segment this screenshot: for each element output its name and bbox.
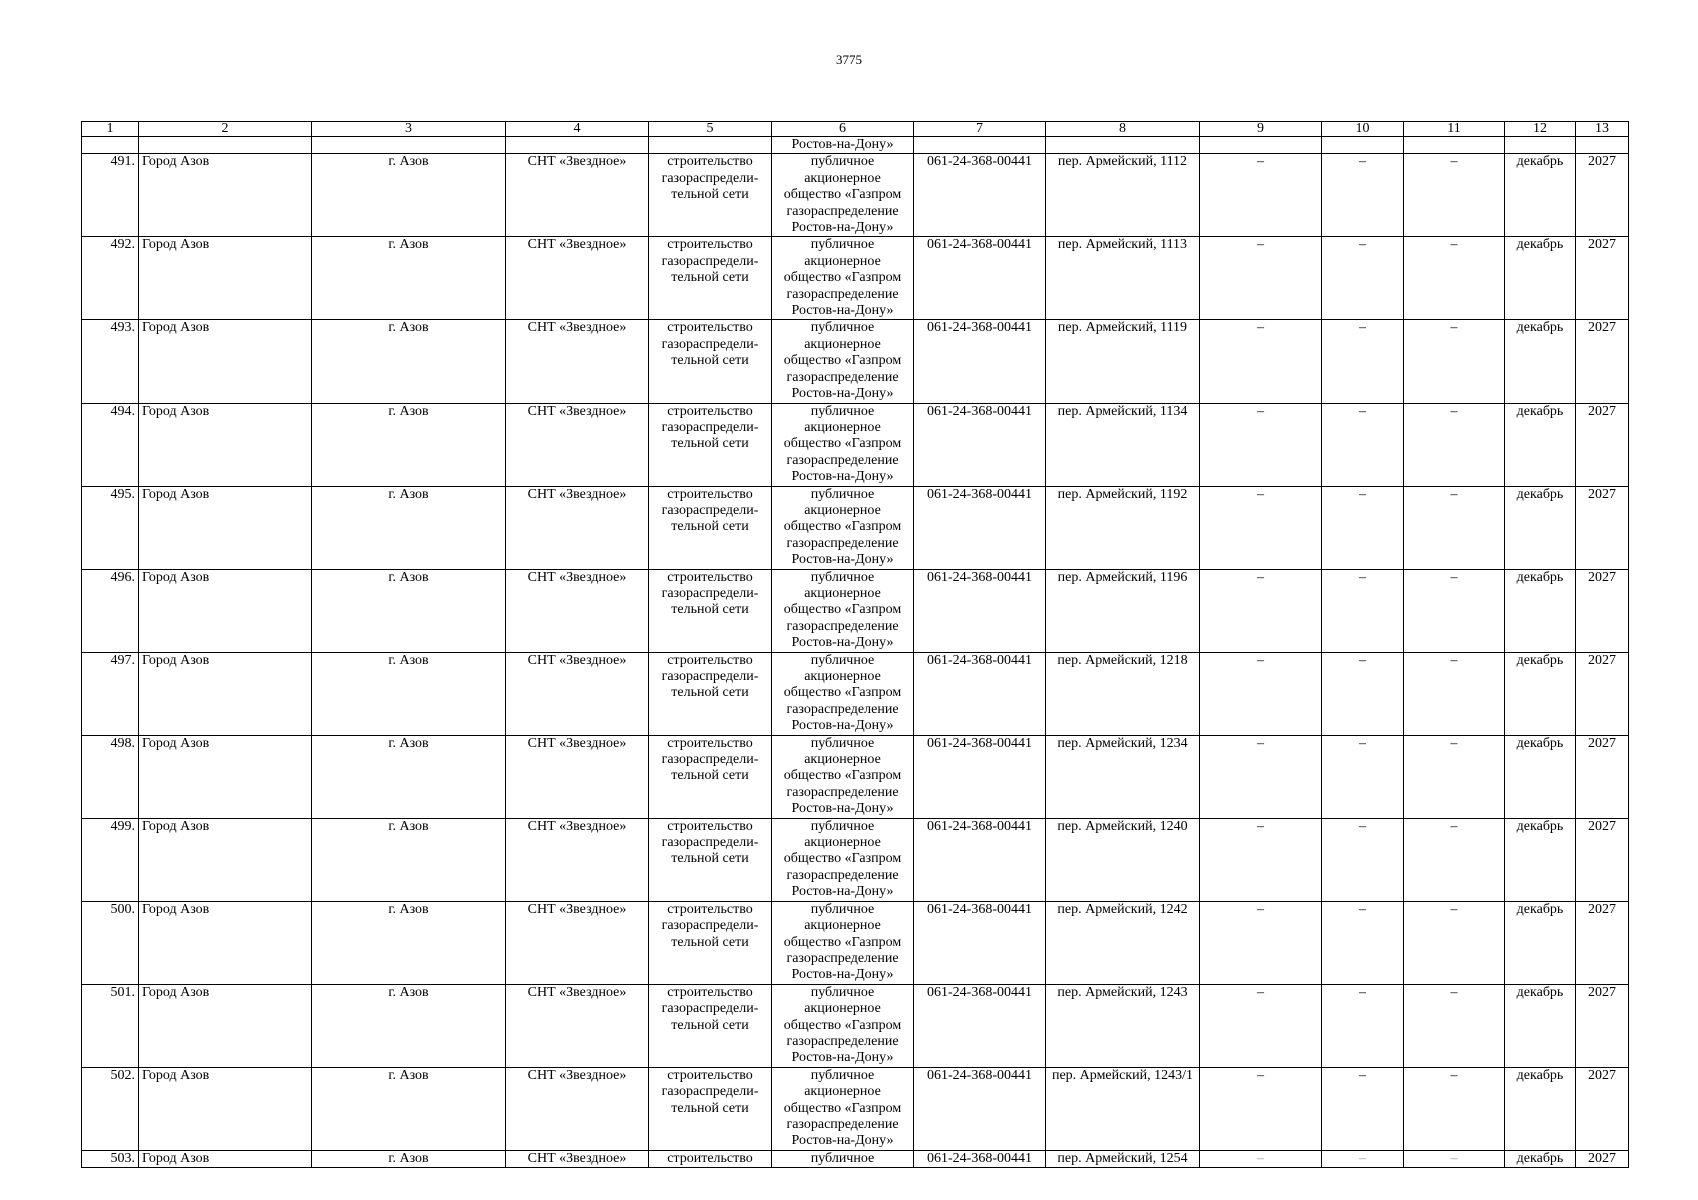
month-cell: декабрь [1505,901,1576,984]
year-cell: 2027 [1576,486,1629,569]
month-cell: декабрь [1505,569,1576,652]
registry-code-cell: 061-24-368-00441 [914,569,1046,652]
column-header: 6 [772,122,914,137]
address-cell: пер. Армейский, 1196 [1046,569,1200,652]
column-header: 12 [1505,122,1576,137]
table-row [82,237,1629,320]
registry-code-cell: 061-24-368-00441 [914,486,1046,569]
month-cell: декабрь [1505,818,1576,901]
table-row [82,154,1629,237]
address-cell: пер. Армейский, 1243 [1046,984,1200,1067]
registry-code-cell: 061-24-368-00441 [914,818,1046,901]
column-9-cell: – [1200,237,1322,320]
column-11-cell: – [1404,652,1505,735]
settlement-cell: СНТ «Звездное» [506,735,649,818]
organization-cell: публичное акционерное общество «Газпром газораспределение Ростов-на-Дону» [772,735,914,818]
work-type-cell: строительство газораспредели-тельной сети [649,320,772,403]
column-11-cell: – [1404,818,1505,901]
city-cell: г. Азов [312,818,506,901]
column-11-cell: – [1404,569,1505,652]
city-cell: г. Азов [312,486,506,569]
city-cell: г. Азов [312,569,506,652]
municipality-cell: Город Азов [139,818,312,901]
organization-cell: публичное акционерное общество «Газпром газораспределение Ростов-на-Дону» [772,1067,914,1150]
municipality-cell: Город Азов [139,320,312,403]
registry-code-cell: 061-24-368-00441 [914,652,1046,735]
row-number: 492. [82,237,139,320]
column-10-cell: – [1322,1067,1404,1150]
column-9-cell: – [1200,652,1322,735]
column-9-cell: – [1200,984,1322,1067]
column-11-cell: – [1404,320,1505,403]
month-cell: декабрь [1505,1067,1576,1150]
column-9-cell: – [1200,1067,1322,1150]
month-cell: декабрь [1505,237,1576,320]
settlement-cell: СНТ «Звездное» [506,901,649,984]
city-cell: г. Азов [312,652,506,735]
municipality-cell: Город Азов [139,1067,312,1150]
registry-code-cell: 061-24-368-00441 [914,154,1046,237]
organization-cell: публичное акционерное общество «Газпром газораспределение Ростов-на-Дону» [772,403,914,486]
city-cell: г. Азов [312,154,506,237]
year-cell: 2027 [1576,320,1629,403]
column-10-cell: – [1322,984,1404,1067]
settlement-cell: СНТ «Звездное» [506,569,649,652]
table-row [82,320,1629,403]
column-9-cell: – [1200,403,1322,486]
table-body [82,122,1629,1168]
column-11-cell: – [1404,1150,1505,1167]
address-cell: пер. Армейский, 1112 [1046,154,1200,237]
settlement-cell: СНТ «Звездное» [506,320,649,403]
work-type-cell: строительство газораспредели-тельной сети [649,486,772,569]
row-number: 495. [82,486,139,569]
registry-code-cell: 061-24-368-00441 [914,901,1046,984]
municipality-cell: Город Азов [139,403,312,486]
municipality-cell: Город Азов [139,652,312,735]
column-10-cell: – [1322,320,1404,403]
year-cell: 2027 [1576,569,1629,652]
month-cell: декабрь [1505,984,1576,1067]
row-number: 494. [82,403,139,486]
column-9-cell: – [1200,735,1322,818]
column-11-cell: – [1404,735,1505,818]
column-11-cell: – [1404,154,1505,237]
column-header: 7 [914,122,1046,137]
column-number-header-row [82,122,1629,137]
table-row [82,486,1629,569]
organization-cell: публичное акционерное общество «Газпром газораспределение Ростов-на-Дону» [772,569,914,652]
city-cell: г. Азов [312,984,506,1067]
table-row [82,901,1629,984]
settlement-cell: СНТ «Звездное» [506,486,649,569]
year-cell: 2027 [1576,818,1629,901]
row-number: 493. [82,320,139,403]
column-10-cell: – [1322,1150,1404,1167]
organization-cell: публичное акционерное общество «Газпром газораспределение Ростов-на-Дону» [772,486,914,569]
organization-cell: публичное [772,1150,914,1167]
month-cell: декабрь [1505,735,1576,818]
work-type-cell: строительство газораспредели-тельной сети [649,818,772,901]
table-row [82,735,1629,818]
address-cell: пер. Армейский, 1119 [1046,320,1200,403]
month-cell: декабрь [1505,1150,1576,1167]
column-header: 13 [1576,122,1629,137]
year-cell: 2027 [1576,237,1629,320]
column-10-cell: – [1322,652,1404,735]
column-11-cell: – [1404,237,1505,320]
column-10-cell: – [1322,818,1404,901]
address-cell: пер. Армейский, 1240 [1046,818,1200,901]
municipality-cell: Город Азов [139,1150,312,1167]
city-cell: г. Азов [312,320,506,403]
address-cell: пер. Армейский, 1218 [1046,652,1200,735]
city-cell: г. Азов [312,1067,506,1150]
registry-code-cell: 061-24-368-00441 [914,984,1046,1067]
settlement-cell: СНТ «Звездное» [506,237,649,320]
table-row [82,1067,1629,1150]
register-table [81,121,1629,1168]
registry-code-cell: 061-24-368-00441 [914,403,1046,486]
column-9-cell: – [1200,154,1322,237]
city-cell: г. Азов [312,735,506,818]
address-cell: пер. Армейский, 1113 [1046,237,1200,320]
row-number: 491. [82,154,139,237]
work-type-cell: строительство газораспредели-тельной сети [649,901,772,984]
organization-cell: публичное акционерное общество «Газпром газораспределение Ростов-на-Дону» [772,901,914,984]
registry-code-cell: 061-24-368-00441 [914,1067,1046,1150]
month-cell: декабрь [1505,154,1576,237]
column-10-cell: – [1322,237,1404,320]
row-number: 498. [82,735,139,818]
column-header: 8 [1046,122,1200,137]
work-type-cell: строительство газораспредели-тельной сети [649,403,772,486]
row-number: 503. [82,1150,139,1167]
settlement-cell: СНТ «Звездное» [506,154,649,237]
column-9-cell: – [1200,1150,1322,1167]
column-10-cell: – [1322,901,1404,984]
column-header: 10 [1322,122,1404,137]
column-11-cell: – [1404,984,1505,1067]
registry-code-cell: 061-24-368-00441 [914,237,1046,320]
table-row [82,818,1629,901]
column-header: 1 [82,122,139,137]
municipality-cell: Город Азов [139,984,312,1067]
settlement-cell: СНТ «Звездное» [506,652,649,735]
column-header: 5 [649,122,772,137]
municipality-cell: Город Азов [139,237,312,320]
month-cell: декабрь [1505,652,1576,735]
row-number: 501. [82,984,139,1067]
column-9-cell: – [1200,486,1322,569]
column-9-cell: – [1200,320,1322,403]
row-number: 496. [82,569,139,652]
column-11-cell: – [1404,1067,1505,1150]
municipality-cell: Город Азов [139,735,312,818]
column-header: 11 [1404,122,1505,137]
municipality-cell: Город Азов [139,154,312,237]
work-type-cell: строительство газораспредели-тельной сети [649,984,772,1067]
address-cell: пер. Армейский, 1243/1 [1046,1067,1200,1150]
settlement-cell: СНТ «Звездное» [506,984,649,1067]
year-cell: 2027 [1576,984,1629,1067]
work-type-cell: строительство газораспредели-тельной сети [649,652,772,735]
column-10-cell: – [1322,569,1404,652]
work-type-cell: строительство газораспредели-тельной сети [649,154,772,237]
year-cell: 2027 [1576,1150,1629,1167]
city-cell: г. Азов [312,901,506,984]
organization-cell: публичное акционерное общество «Газпром газораспределение Ростов-на-Дону» [772,154,914,237]
address-cell: пер. Армейский, 1192 [1046,486,1200,569]
column-10-cell: – [1322,403,1404,486]
work-type-cell: строительство газораспредели-тельной сети [649,237,772,320]
organization-cell: публичное акционерное общество «Газпром газораспределение Ростов-на-Дону» [772,237,914,320]
column-header: 2 [139,122,312,137]
table-row [82,569,1629,652]
continuation-org-text: Ростов-на-Дону» [772,137,914,154]
address-cell: пер. Армейский, 1234 [1046,735,1200,818]
column-9-cell: – [1200,569,1322,652]
column-9-cell: – [1200,818,1322,901]
address-cell: пер. Армейский, 1242 [1046,901,1200,984]
column-10-cell: – [1322,486,1404,569]
year-cell: 2027 [1576,735,1629,818]
organization-cell: публичное акционерное общество «Газпром газораспределение Ростов-на-Дону» [772,320,914,403]
work-type-cell: строительство газораспредели-тельной сети [649,569,772,652]
year-cell: 2027 [1576,154,1629,237]
registry-code-cell: 061-24-368-00441 [914,320,1046,403]
registry-code-cell: 061-24-368-00441 [914,735,1046,818]
work-type-cell: строительство газораспредели-тельной сети [649,1067,772,1150]
settlement-cell: СНТ «Звездное» [506,1150,649,1167]
column-header: 9 [1200,122,1322,137]
work-type-cell: строительство газораспредели-тельной сети [649,735,772,818]
month-cell: декабрь [1505,320,1576,403]
municipality-cell: Город Азов [139,569,312,652]
month-cell: декабрь [1505,486,1576,569]
row-number: 500. [82,901,139,984]
municipality-cell: Город Азов [139,486,312,569]
year-cell: 2027 [1576,403,1629,486]
month-cell: декабрь [1505,403,1576,486]
city-cell: г. Азов [312,1150,506,1167]
year-cell: 2027 [1576,1067,1629,1150]
city-cell: г. Азов [312,403,506,486]
registry-code-cell: 061-24-368-00441 [914,1150,1046,1167]
organization-cell: публичное акционерное общество «Газпром газораспределение Ростов-на-Дону» [772,984,914,1067]
column-10-cell: – [1322,735,1404,818]
settlement-cell: СНТ «Звездное» [506,818,649,901]
address-cell: пер. Армейский, 1134 [1046,403,1200,486]
page-number: 3775 [836,52,862,67]
work-type-cell: строительство [649,1150,772,1167]
organization-cell: публичное акционерное общество «Газпром газораспределение Ростов-на-Дону» [772,652,914,735]
row-number: 502. [82,1067,139,1150]
column-header: 4 [506,122,649,137]
address-cell: пер. Армейский, 1254 [1046,1150,1200,1167]
year-cell: 2027 [1576,901,1629,984]
settlement-cell: СНТ «Звездное» [506,1067,649,1150]
table-row [82,984,1629,1067]
city-cell: г. Азов [312,237,506,320]
column-header: 3 [312,122,506,137]
settlement-cell: СНТ «Звездное» [506,403,649,486]
organization-cell: публичное акционерное общество «Газпром газораспределение Ростов-на-Дону» [772,818,914,901]
table-row [82,652,1629,735]
continuation-row [82,137,1629,154]
municipality-cell: Город Азов [139,901,312,984]
column-11-cell: – [1404,901,1505,984]
table-row [82,403,1629,486]
table-row [82,1150,1629,1167]
column-9-cell: – [1200,901,1322,984]
row-number: 499. [82,818,139,901]
column-11-cell: – [1404,486,1505,569]
column-10-cell: – [1322,154,1404,237]
row-number: 497. [82,652,139,735]
column-11-cell: – [1404,403,1505,486]
year-cell: 2027 [1576,652,1629,735]
